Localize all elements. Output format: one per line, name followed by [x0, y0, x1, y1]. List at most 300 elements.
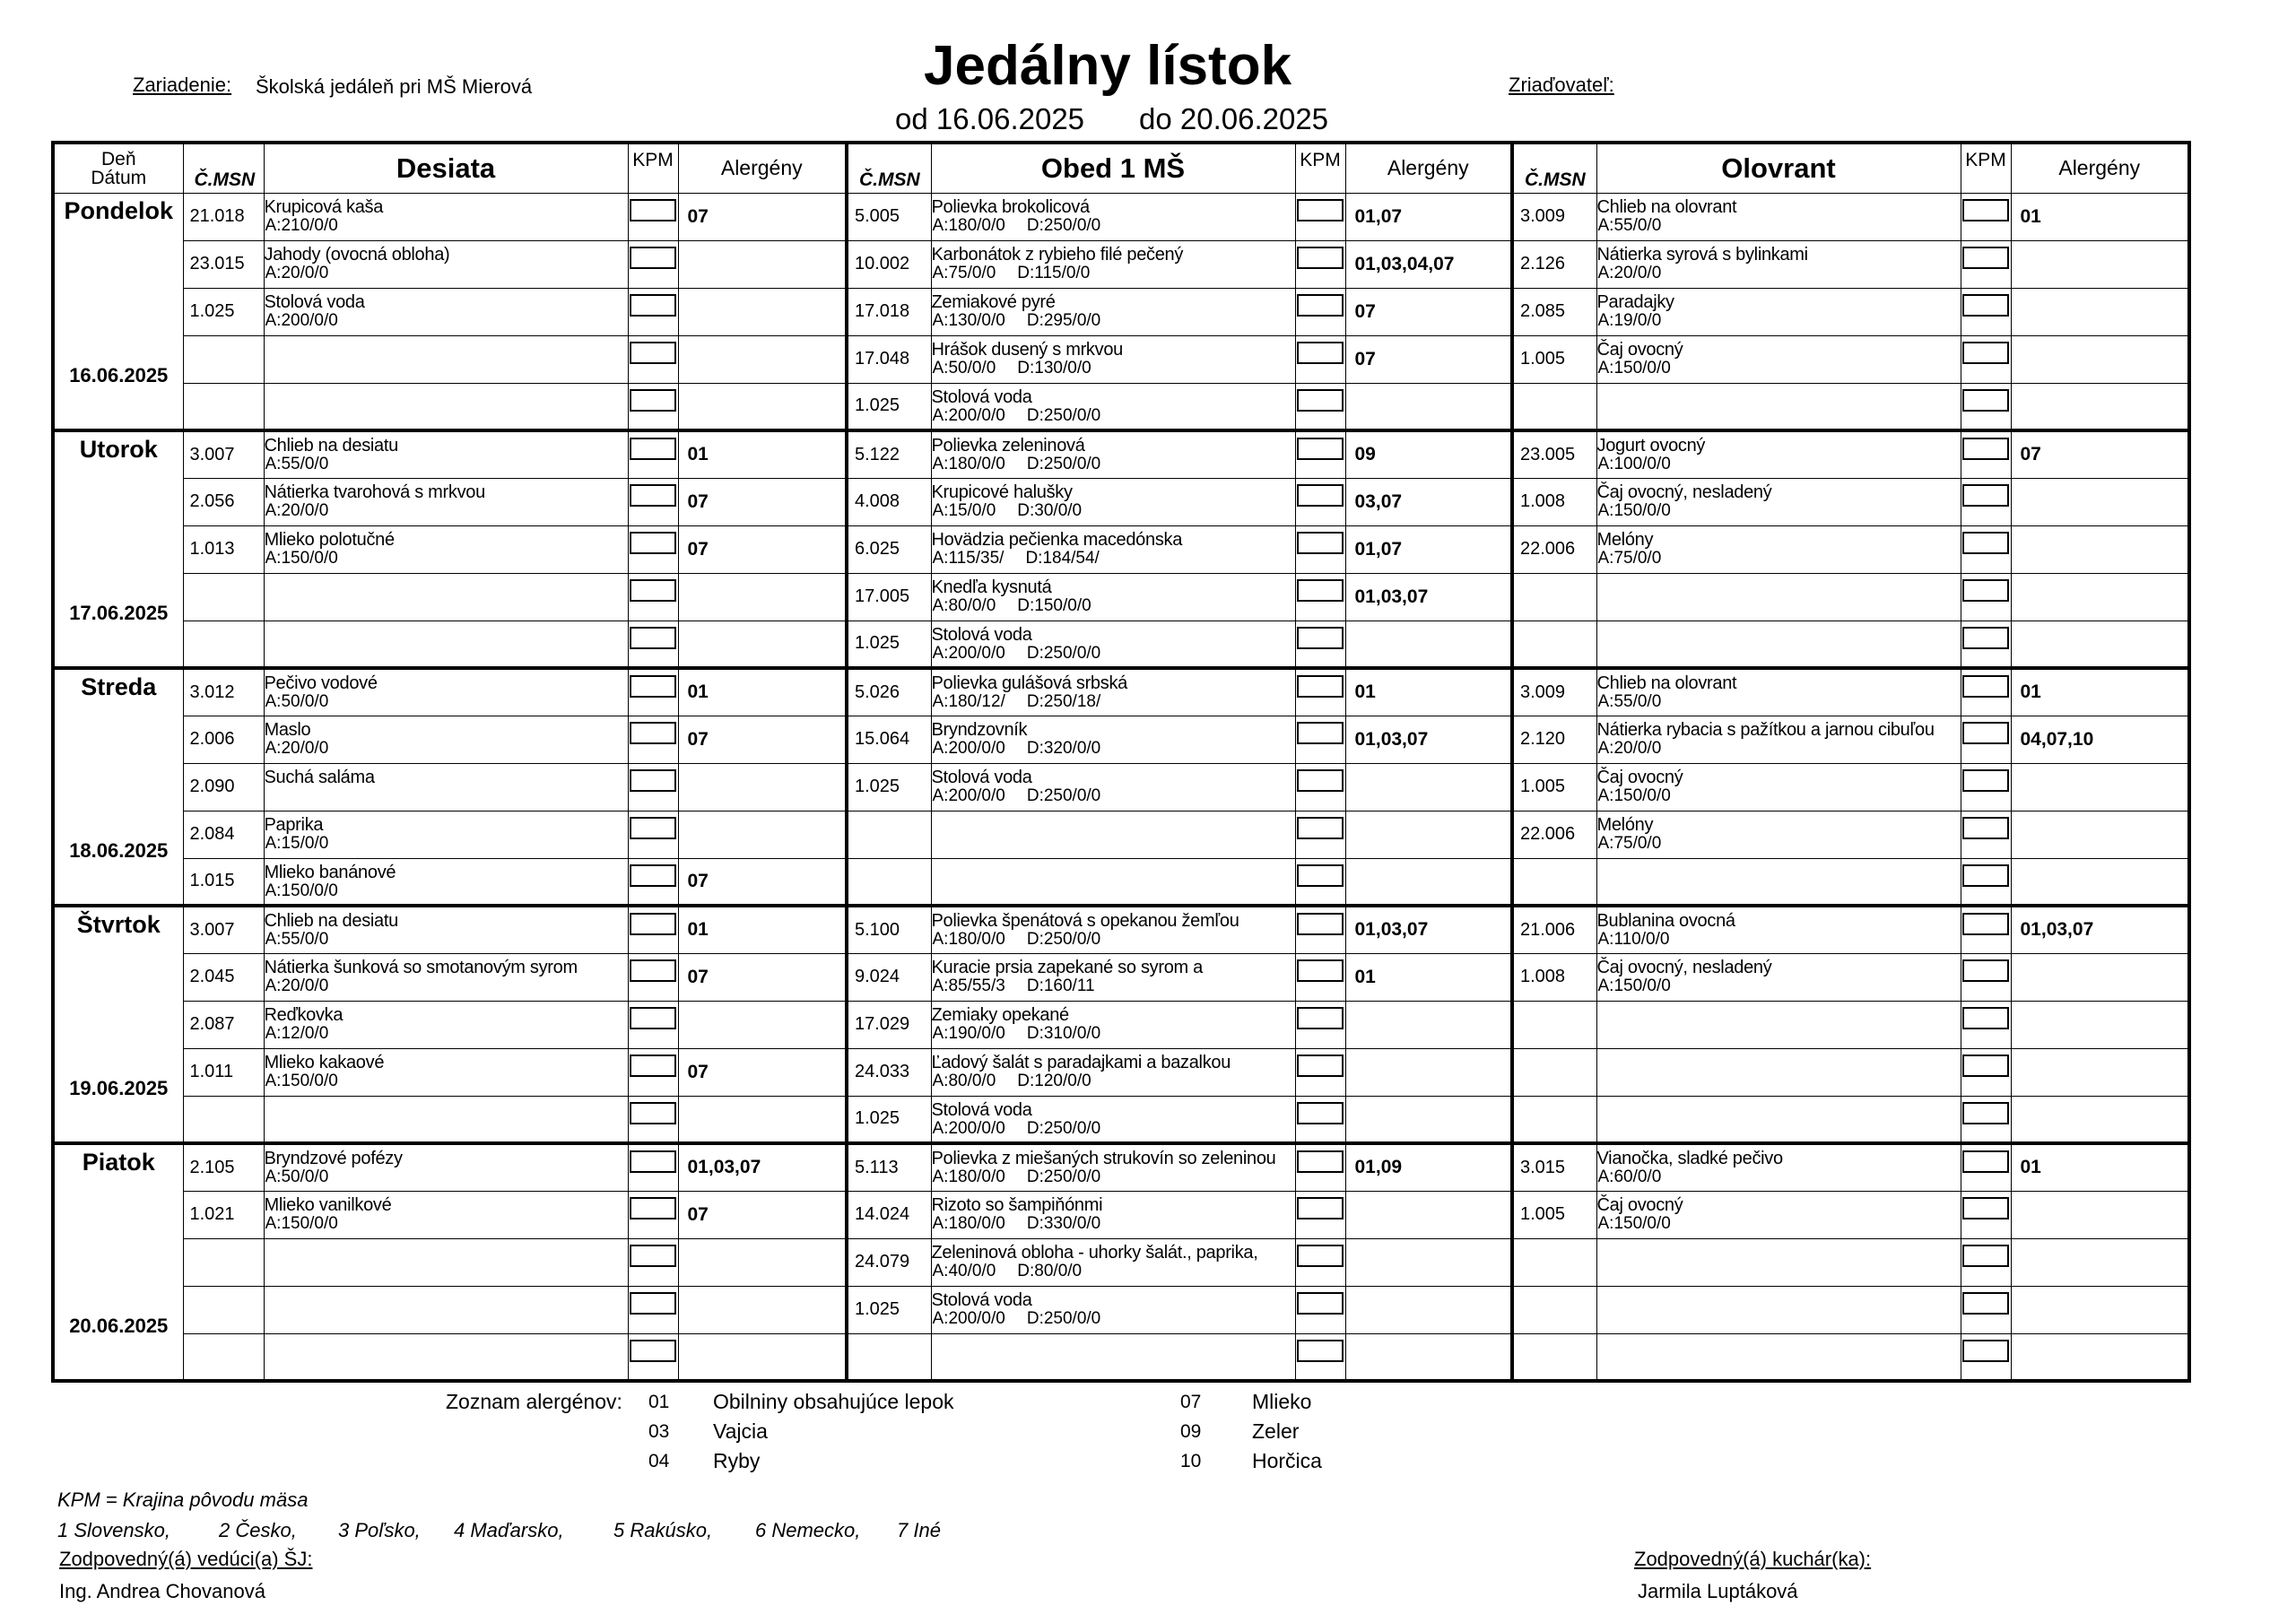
kpm-checkbox[interactable] — [1962, 389, 2009, 412]
olovrant-dish — [1596, 906, 1961, 953]
kpm-checkbox[interactable] — [1962, 675, 2009, 698]
dish-name: Suchá saláma — [264, 767, 375, 787]
kpm-checkbox[interactable] — [1297, 1197, 1344, 1219]
obed-kpm — [1295, 383, 1345, 430]
dish-quantity — [265, 835, 628, 852]
day-date: 17.06.2025 — [69, 602, 169, 624]
quantity-d: D:295/0/0 — [1026, 310, 1101, 330]
desiata-dish — [264, 621, 628, 668]
quantity-a: A:15/0/0 — [265, 833, 329, 853]
dish-quantity — [932, 1215, 1295, 1232]
desiata-kpm — [628, 288, 678, 335]
desiata-kpm — [628, 906, 678, 953]
kpm-checkbox[interactable] — [630, 817, 676, 839]
desiata-dish — [264, 716, 628, 763]
kpm-checkbox[interactable] — [630, 1007, 676, 1029]
olovrant-dish — [1596, 953, 1961, 1001]
kpm-checkbox[interactable] — [1962, 484, 2009, 507]
kpm-checkbox[interactable] — [1297, 532, 1344, 554]
quantity-a: A:12/0/0 — [265, 1023, 329, 1043]
quantity-a: A:50/0/0 — [265, 1167, 329, 1186]
kpm-checkbox[interactable] — [630, 722, 676, 744]
kpm-checkbox[interactable] — [1962, 1340, 2009, 1362]
olovrant-dish — [1596, 525, 1961, 573]
olovrant-allergens — [2011, 1286, 2189, 1333]
olovrant-dish — [1596, 1096, 1961, 1143]
quantity-a: A:200/0/0 — [932, 1308, 1005, 1328]
kpm-checkbox[interactable] — [1297, 1292, 1344, 1315]
olovrant-kpm — [1961, 1096, 2011, 1143]
kpm-checkbox[interactable] — [1962, 1292, 2009, 1315]
dish-name: Rizoto so šampiňónmi — [931, 1194, 1103, 1215]
olovrant-allergens — [2011, 858, 2189, 906]
kpm-checkbox[interactable] — [1297, 247, 1344, 269]
kpm-checkbox[interactable] — [1297, 675, 1344, 698]
allergen-name: Vajcia — [713, 1419, 768, 1443]
olovrant-allergens — [2011, 1191, 2189, 1238]
allergen-num: 09 — [1180, 1421, 1202, 1442]
obed-dish — [931, 668, 1295, 716]
olovrant-code: 1.008 — [1512, 478, 1596, 525]
obed-kpm — [1295, 1286, 1345, 1333]
desiata-code: 2.006 — [183, 716, 264, 763]
header-kpm-desiata: KPM — [628, 143, 678, 193]
allergen-num: 04 — [648, 1451, 670, 1471]
desiata-allergens: 01 — [678, 668, 847, 716]
quantity-d: D:130/0/0 — [1017, 358, 1091, 378]
obed-kpm — [1295, 858, 1345, 906]
olovrant-dish — [1596, 858, 1961, 906]
allergen-num: 03 — [648, 1421, 670, 1442]
quantity-a: A:75/0/0 — [932, 263, 996, 282]
olovrant-kpm — [1961, 953, 2011, 1001]
obed-code — [847, 1333, 931, 1381]
dish-quantity — [265, 693, 628, 710]
kpm-checkbox[interactable] — [630, 864, 676, 887]
kpm-checkbox[interactable] — [630, 959, 676, 982]
obed-allergens — [1345, 1333, 1512, 1381]
dish-quantity — [1597, 217, 1961, 234]
kpm-checkbox[interactable] — [1297, 817, 1344, 839]
dish-quantity — [265, 312, 628, 329]
obed-allergens: 01,07 — [1345, 193, 1512, 240]
desiata-dish — [264, 906, 628, 953]
obed-dish — [931, 335, 1295, 383]
olovrant-dish — [1596, 668, 1961, 716]
olovrant-kpm — [1961, 193, 2011, 240]
quantity-a: A:80/0/0 — [932, 1071, 996, 1090]
desiata-code: 2.084 — [183, 811, 264, 858]
kpm-checkbox[interactable] — [1297, 484, 1344, 507]
table-row — [53, 193, 2189, 240]
dish-quantity — [932, 645, 1295, 662]
olovrant-allergens — [2011, 1333, 2189, 1381]
desiata-allergens — [678, 335, 847, 383]
desiata-kpm — [628, 621, 678, 668]
olovrant-allergens — [2011, 525, 2189, 573]
quantity-d: D:184/54/ — [1025, 548, 1100, 568]
olovrant-kpm — [1961, 763, 2011, 811]
day-name: Piatok — [82, 1149, 155, 1176]
day-cell — [53, 1143, 183, 1381]
olovrant-dish — [1596, 240, 1961, 288]
obed-dish — [931, 1001, 1295, 1048]
dish-quantity — [1597, 693, 1961, 710]
kpm-checkbox[interactable] — [630, 484, 676, 507]
desiata-kpm — [628, 953, 678, 1001]
quantity-d: D:30/0/0 — [1017, 500, 1083, 520]
period-from: od 16.06.2025 — [895, 102, 1085, 135]
kpm-checkbox[interactable] — [1962, 342, 2009, 364]
desiata-allergens — [678, 1333, 847, 1381]
table-row — [53, 478, 2189, 525]
kpm-checkbox[interactable] — [1962, 864, 2009, 887]
country-item: 2 Česko, — [219, 1519, 297, 1541]
obed-kpm — [1295, 1238, 1345, 1286]
desiata-dish — [264, 1001, 628, 1048]
dish-quantity — [932, 217, 1295, 234]
kpm-checkbox[interactable] — [630, 294, 676, 317]
kpm-checkbox[interactable] — [1962, 438, 2009, 460]
obed-allergens — [1345, 1191, 1512, 1238]
obed-dish — [931, 288, 1295, 335]
obed-allergens: 01 — [1345, 953, 1512, 1001]
obed-allergens: 01,03,07 — [1345, 906, 1512, 953]
kpm-checkbox[interactable] — [1297, 438, 1344, 460]
obed-code: 1.025 — [847, 1096, 931, 1143]
obed-code: 5.113 — [847, 1143, 931, 1191]
dish-name: Pečivo vodové — [264, 673, 378, 693]
dish-name: Chlieb na desiatu — [264, 436, 398, 456]
desiata-code: 1.011 — [183, 1048, 264, 1096]
olovrant-allergens — [2011, 335, 2189, 383]
obed-allergens: 01 — [1345, 668, 1512, 716]
olovrant-code: 3.015 — [1512, 1143, 1596, 1191]
header-day-label: Deň — [100, 148, 136, 169]
olovrant-allergens — [2011, 1001, 2189, 1048]
kpm-checkbox[interactable] — [1297, 1007, 1344, 1029]
olovrant-allergens: 01,03,07 — [2011, 906, 2189, 953]
kpm-checkbox[interactable] — [630, 532, 676, 554]
desiata-dish — [264, 1238, 628, 1286]
desiata-code: 1.025 — [183, 288, 264, 335]
olovrant-code: 22.006 — [1512, 525, 1596, 573]
dish-name: Chlieb na desiatu — [264, 911, 398, 931]
kpm-checkbox[interactable] — [1962, 532, 2009, 554]
table-row — [53, 288, 2189, 335]
kpm-checkbox[interactable] — [630, 247, 676, 269]
olovrant-allergens — [2011, 288, 2189, 335]
kpm-checkbox[interactable] — [1297, 722, 1344, 744]
desiata-code: 2.056 — [183, 478, 264, 525]
country-item: 7 Iné — [897, 1519, 941, 1541]
olovrant-kpm — [1961, 240, 2011, 288]
desiata-code: 2.090 — [183, 763, 264, 811]
kpm-checkbox[interactable] — [1962, 1150, 2009, 1173]
desiata-dish — [264, 573, 628, 621]
kpm-checkbox[interactable] — [630, 675, 676, 698]
olovrant-dish — [1596, 573, 1961, 621]
kpm-checkbox[interactable] — [1962, 294, 2009, 317]
kpm-checkbox[interactable] — [1297, 294, 1344, 317]
desiata-kpm — [628, 763, 678, 811]
obed-allergens: 01,03,07 — [1345, 573, 1512, 621]
olovrant-allergens: 04,07,10 — [2011, 716, 2189, 763]
obed-dish — [931, 193, 1295, 240]
header-day-date — [53, 143, 183, 193]
kpm-checkbox[interactable] — [1297, 627, 1344, 649]
obed-allergens — [1345, 621, 1512, 668]
dish-name: Jogurt ovocný — [1596, 436, 1706, 456]
desiata-kpm — [628, 525, 678, 573]
allergen-name: Zeler — [1252, 1419, 1300, 1443]
obed-allergens — [1345, 383, 1512, 430]
obed-dish — [931, 906, 1295, 953]
kpm-checkbox[interactable] — [1297, 959, 1344, 982]
quantity-a: A:20/0/0 — [1597, 738, 1662, 758]
olovrant-dish — [1596, 383, 1961, 430]
kpm-checkbox[interactable] — [1962, 959, 2009, 982]
desiata-allergens — [678, 573, 847, 621]
allergen-name: Mlieko — [1252, 1390, 1312, 1413]
olovrant-code — [1512, 1001, 1596, 1048]
quantity-a: A:200/0/0 — [932, 643, 1005, 663]
kpm-checkbox[interactable] — [1962, 1102, 2009, 1124]
kpm-checkbox[interactable] — [1962, 769, 2009, 792]
kpm-checkbox[interactable] — [1962, 1055, 2009, 1077]
dish-name: Paprika — [264, 814, 324, 835]
quantity-a: A:150/0/0 — [265, 881, 338, 900]
dish-name: Stolová voda — [931, 1099, 1032, 1120]
desiata-dish — [264, 1048, 628, 1096]
dish-name: Stolová voda — [931, 1289, 1032, 1310]
kpm-checkbox[interactable] — [1962, 247, 2009, 269]
desiata-code: 2.087 — [183, 1001, 264, 1048]
desiata-code: 21.018 — [183, 193, 264, 240]
kpm-checkbox[interactable] — [1297, 342, 1344, 364]
olovrant-kpm — [1961, 573, 2011, 621]
kpm-checkbox[interactable] — [1297, 1150, 1344, 1173]
quantity-a: A:20/0/0 — [1597, 263, 1662, 282]
obed-allergens — [1345, 1238, 1512, 1286]
obed-kpm — [1295, 1143, 1345, 1191]
dish-name: Zeleninová obloha - uhorky šalát., paprika, — [931, 1242, 1258, 1263]
obed-dish — [931, 478, 1295, 525]
dish-name: Paradajky — [1596, 291, 1674, 312]
dish-name: Maslo — [264, 719, 311, 740]
kpm-checkbox[interactable] — [630, 1340, 676, 1362]
cook-label: Zodpovedný(á) kuchár(ka): — [1634, 1548, 1872, 1570]
quantity-a: A:75/0/0 — [1597, 548, 1662, 568]
olovrant-dish — [1596, 1191, 1961, 1238]
desiata-allergens: 07 — [678, 1048, 847, 1096]
kpm-checkbox[interactable] — [1962, 1245, 2009, 1267]
kpm-checkbox[interactable] — [1297, 199, 1344, 221]
kpm-checkbox[interactable] — [1297, 913, 1344, 935]
kpm-checkbox[interactable] — [630, 1102, 676, 1124]
quantity-d: D:250/0/0 — [1026, 1308, 1101, 1328]
olovrant-allergens — [2011, 1048, 2189, 1096]
country-item: 5 Rakúsko, — [613, 1519, 713, 1541]
kpm-checkbox[interactable] — [630, 579, 676, 602]
kpm-checkbox[interactable] — [1297, 1245, 1344, 1267]
kpm-checkbox[interactable] — [1297, 579, 1344, 602]
dish-name: Stolová voda — [931, 386, 1032, 407]
manager-name: Ing. Andrea Chovanová — [59, 1580, 265, 1602]
desiata-allergens — [678, 1238, 847, 1286]
kpm-checkbox[interactable] — [1962, 1007, 2009, 1029]
desiata-allergens: 07 — [678, 193, 847, 240]
quantity-a: A:80/0/0 — [932, 595, 996, 615]
kpm-checkbox[interactable] — [630, 1150, 676, 1173]
kpm-checkbox[interactable] — [1962, 722, 2009, 744]
desiata-allergens — [678, 811, 847, 858]
desiata-dish — [264, 858, 628, 906]
quantity-a: A:40/0/0 — [932, 1261, 996, 1280]
dish-quantity — [265, 456, 628, 473]
kpm-checkbox[interactable] — [630, 1197, 676, 1219]
desiata-dish — [264, 240, 628, 288]
desiata-allergens: 01 — [678, 430, 847, 478]
desiata-allergens — [678, 1096, 847, 1143]
obed-code: 24.079 — [847, 1238, 931, 1286]
quantity-d: D:250/0/0 — [1026, 1167, 1101, 1186]
olovrant-code: 1.005 — [1512, 763, 1596, 811]
dish-name: Hovädzia pečienka macedónska — [931, 529, 1183, 550]
desiata-dish — [264, 811, 628, 858]
dish-quantity — [265, 265, 628, 282]
kpm-checkbox[interactable] — [630, 438, 676, 460]
quantity-a: A:20/0/0 — [265, 976, 329, 995]
desiata-dish — [264, 668, 628, 716]
desiata-kpm — [628, 478, 678, 525]
desiata-code — [183, 1333, 264, 1381]
kpm-checkbox[interactable] — [630, 1292, 676, 1315]
quantity-a: A:55/0/0 — [265, 455, 329, 473]
kpm-checkbox[interactable] — [630, 627, 676, 649]
kpm-checkbox[interactable] — [630, 913, 676, 935]
allergen-name: Horčica — [1252, 1449, 1322, 1472]
dish-name: Vianočka, sladké pečivo — [1596, 1149, 1783, 1168]
kpm-checkbox[interactable] — [630, 389, 676, 412]
dish-quantity — [932, 1120, 1295, 1137]
facility-label: Zariadenie: — [133, 74, 232, 96]
olovrant-code: 2.120 — [1512, 716, 1596, 763]
kpm-checkbox[interactable] — [1962, 913, 2009, 935]
kpm-checkbox[interactable] — [1297, 1340, 1344, 1362]
obed-allergens: 01,03,07 — [1345, 716, 1512, 763]
obed-dish — [931, 858, 1295, 906]
quantity-a: A:55/0/0 — [265, 930, 329, 949]
quantity-a: A:150/0/0 — [265, 1071, 338, 1090]
kpm-checkbox[interactable] — [1962, 817, 2009, 839]
dish-name: Reďkovka — [264, 1004, 344, 1025]
obed-code: 14.024 — [847, 1191, 931, 1238]
olovrant-allergens — [2011, 763, 2189, 811]
kpm-checkbox[interactable] — [1962, 1197, 2009, 1219]
olovrant-dish — [1596, 430, 1961, 478]
kpm-checkbox[interactable] — [630, 199, 676, 221]
table-row — [53, 811, 2189, 858]
kpm-checkbox[interactable] — [1962, 199, 2009, 221]
dish-name: Čaj ovocný, nesladený — [1596, 957, 1772, 977]
desiata-kpm — [628, 240, 678, 288]
desiata-allergens: 01 — [678, 906, 847, 953]
olovrant-code: 2.085 — [1512, 288, 1596, 335]
kpm-checkbox[interactable] — [1297, 389, 1344, 412]
olovrant-dish — [1596, 716, 1961, 763]
table-row — [53, 1143, 2189, 1191]
header-msn-olovrant: Č.MSN — [1512, 143, 1596, 193]
kpm-checkbox[interactable] — [630, 769, 676, 792]
olovrant-kpm — [1961, 858, 2011, 906]
kpm-checkbox[interactable] — [630, 342, 676, 364]
allergen-num: 07 — [1180, 1392, 1202, 1412]
dish-name: Bryndzovník — [931, 719, 1028, 740]
olovrant-kpm — [1961, 811, 2011, 858]
quantity-a: A:200/0/0 — [932, 738, 1005, 758]
obed-kpm — [1295, 811, 1345, 858]
obed-kpm — [1295, 763, 1345, 811]
obed-allergens — [1345, 1096, 1512, 1143]
dish-quantity — [265, 931, 628, 948]
kpm-checkbox[interactable] — [630, 1055, 676, 1077]
olovrant-dish — [1596, 288, 1961, 335]
page-title: Jedálny lístok — [924, 35, 1292, 97]
dish-name: Polievka z miešaných strukovín so zeleninou — [931, 1149, 1276, 1168]
desiata-allergens — [678, 763, 847, 811]
olovrant-kpm — [1961, 1143, 2011, 1191]
kpm-checkbox[interactable] — [1297, 864, 1344, 887]
dish-quantity — [1597, 312, 1961, 329]
dish-name: Polievka gulášová srbská — [931, 673, 1127, 693]
dish-name: Polievka špenátová s opekanou žemľou — [931, 911, 1239, 931]
kpm-checkbox[interactable] — [1297, 769, 1344, 792]
obed-kpm — [1295, 573, 1345, 621]
desiata-dish — [264, 478, 628, 525]
olovrant-dish — [1596, 1001, 1961, 1048]
desiata-code — [183, 383, 264, 430]
obed-allergens: 01,09 — [1345, 1143, 1512, 1191]
kpm-checkbox[interactable] — [1297, 1055, 1344, 1077]
dish-name: Nátierka šunková so smotanovým syrom — [264, 957, 578, 977]
kpm-checkbox[interactable] — [630, 1245, 676, 1267]
table-row — [53, 1286, 2189, 1333]
day-name: Streda — [81, 673, 157, 700]
header-obed: Obed 1 MŠ — [931, 143, 1295, 193]
olovrant-allergens: 07 — [2011, 430, 2189, 478]
dish-quantity — [932, 456, 1295, 473]
dish-quantity — [932, 1025, 1295, 1042]
obed-dish — [931, 430, 1295, 478]
header-msn-obed: Č.MSN — [847, 143, 931, 193]
obed-dish — [931, 953, 1295, 1001]
kpm-checkbox[interactable] — [1962, 579, 2009, 602]
dish-quantity — [932, 931, 1295, 948]
quantity-a: A:210/0/0 — [265, 215, 338, 235]
dish-quantity — [932, 597, 1295, 614]
desiata-kpm — [628, 573, 678, 621]
obed-code: 9.024 — [847, 953, 931, 1001]
obed-code: 1.025 — [847, 763, 931, 811]
kpm-checkbox[interactable] — [1297, 1102, 1344, 1124]
table-row — [53, 335, 2189, 383]
olovrant-allergens — [2011, 1238, 2189, 1286]
quantity-a: A:180/0/0 — [932, 215, 1005, 235]
dish-quantity — [1597, 977, 1961, 994]
olovrant-dish — [1596, 1048, 1961, 1096]
kpm-checkbox[interactable] — [1962, 627, 2009, 649]
